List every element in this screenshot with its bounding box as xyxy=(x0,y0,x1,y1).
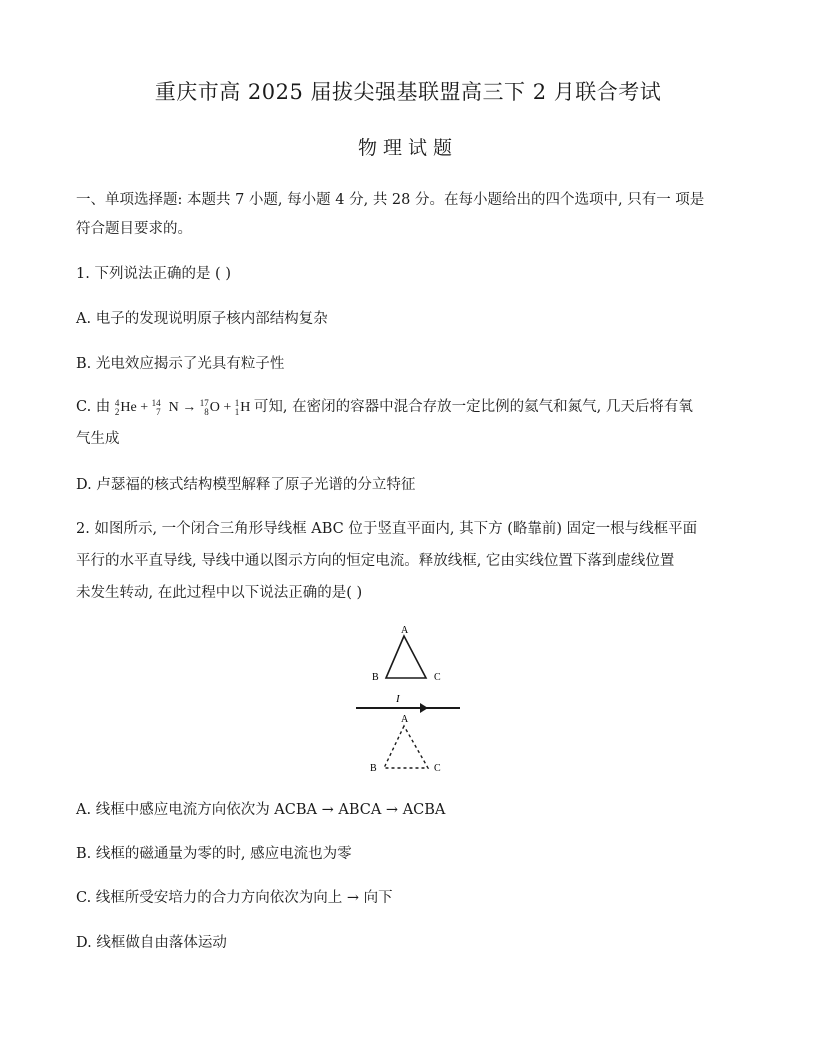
he-mass: 4 xyxy=(114,397,120,408)
he-charge: 2 xyxy=(114,406,120,417)
current-arrow-icon xyxy=(420,703,428,713)
q1-option-c-suffix: 可知, 在密闭的容器中混合存放一定比例的氦气和氮气, 几天后将有氧 xyxy=(253,399,693,415)
label-a-top: A xyxy=(401,625,409,636)
q2-stem-line2: 平行的水平直导线, 导线中通以图示方向的恒定电流。释放线框, 它由实线位置下落到虚线位置 xyxy=(76,553,675,569)
label-b-top: B xyxy=(372,672,379,683)
plus-sign-2: + xyxy=(223,400,232,415)
label-a-bottom: A xyxy=(401,714,409,725)
triangle-wire-figure xyxy=(352,618,464,778)
h-charge: 1 xyxy=(234,406,240,417)
label-b-bottom: B xyxy=(370,763,377,774)
he-symbol: He xyxy=(120,400,137,415)
h-symbol: H xyxy=(240,400,251,415)
q1-stem: 1. 下列说法正确的是 ( ) xyxy=(76,266,231,282)
solid-triangle-frame xyxy=(386,636,426,678)
q2-option-d: D. 线框做自由落体运动 xyxy=(76,935,227,951)
section-instruction-line1: 一、单项选择题: 本题共 7 小题, 每小题 4 分, 共 28 分。在每小题给出的四个选项中, 只有一 项是 xyxy=(76,192,705,208)
q1-option-c-line2: 气生成 xyxy=(76,431,120,447)
nuclear-reaction-formula xyxy=(114,397,254,417)
q1-option-d: D. 卢瑟福的核式结构模型解释了原子光谱的分立特征 xyxy=(76,477,416,493)
dashed-triangle-frame xyxy=(384,726,428,768)
n-symbol: N xyxy=(168,400,179,415)
q2-option-b: B. 线框的磁通量为零的时, 感应电流也为零 xyxy=(76,846,352,862)
q2-option-a: A. 线框中感应电流方向依次为 ACBA → ABCA → ACBA xyxy=(76,802,446,818)
exam-subtitle: 物理试题 xyxy=(357,137,458,159)
q2-option-c: C. 线框所受安培力的合力方向依次为向上 → 向下 xyxy=(76,890,393,906)
exam-title: 重庆市高 2025 届拔尖强基联盟高三下 2 月联合考试 xyxy=(154,80,662,104)
o-symbol: O xyxy=(209,400,220,415)
label-c-top: C xyxy=(434,672,441,683)
section-instruction-line2: 符合题目要求的。 xyxy=(76,221,192,237)
q1-option-a: A. 电子的发现说明原子核内部结构复杂 xyxy=(76,311,328,327)
q1-option-c xyxy=(76,395,693,417)
q1-option-b: B. 光电效应揭示了光具有粒子性 xyxy=(76,356,285,372)
q1-option-c-prefix: C. 由 xyxy=(76,399,111,415)
q2-stem-line1: 2. 如图所示, 一个闭合三角形导线框 ABC 位于竖直平面内, 其下方 (略靠前) 固定一根与线框平面 xyxy=(76,521,698,537)
h-mass: 1 xyxy=(234,397,240,408)
n-mass: 14 xyxy=(151,397,161,408)
n-charge: 7 xyxy=(156,406,161,417)
label-current: I xyxy=(396,693,400,705)
q2-stem-line3: 未发生转动, 在此过程中以下说法正确的是( ) xyxy=(76,585,363,601)
plus-sign-1: + xyxy=(140,400,149,415)
label-c-bottom: C xyxy=(434,763,441,774)
o-mass: 17 xyxy=(199,397,209,408)
reaction-arrow: → xyxy=(182,400,197,415)
o-charge: 8 xyxy=(204,406,209,417)
